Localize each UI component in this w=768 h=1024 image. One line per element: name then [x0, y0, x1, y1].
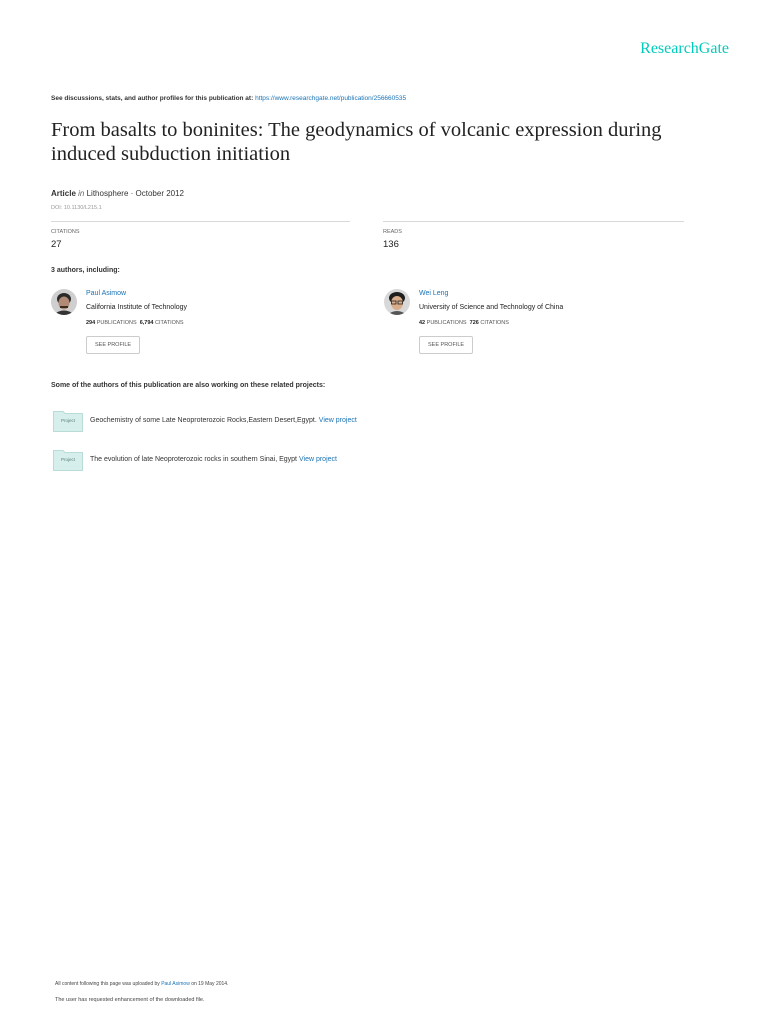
see-profile-button[interactable]: SEE PROFILE	[86, 336, 140, 354]
authors-heading: 3 authors, including:	[51, 267, 120, 274]
upload-date: on 19 May 2014.	[191, 981, 229, 987]
author-institution: California Institute of Technology	[86, 304, 188, 311]
project-folder-icon	[53, 410, 83, 432]
project-item	[90, 456, 337, 463]
in-word: in	[78, 189, 85, 198]
project-badge: Project	[60, 418, 75, 423]
reads-divider	[383, 221, 684, 222]
researchgate-logo[interactable]: ResearchGate	[640, 40, 729, 57]
citations-label: CITATIONS	[480, 320, 509, 326]
upload-note	[55, 981, 228, 987]
publications-label: PUBLICATIONS	[96, 320, 137, 326]
publication-count: 42	[419, 320, 426, 326]
journal-name[interactable]: Lithosphere	[86, 189, 129, 198]
paper-title: From basalts to boninites: The geodynamics of volcanic expression during induced subduction initiation	[51, 119, 662, 165]
publication-url-link[interactable]: https://www.researchgate.net/publication/256660535	[255, 95, 407, 102]
upload-prefix: All content following this page was uploaded by	[55, 981, 160, 987]
author-name-link[interactable]: Paul Asimow	[86, 290, 127, 297]
citations-label: CITATIONS	[155, 320, 184, 326]
reads-label: READS	[383, 229, 402, 235]
doi: DOI: 10.1130/L215.1	[51, 205, 102, 211]
see-profile-button[interactable]: SEE PROFILE	[419, 336, 473, 354]
article-meta	[51, 189, 184, 198]
citations-label: CITATIONS	[51, 229, 80, 235]
citation-count: 726	[469, 320, 479, 326]
author-photo-icon	[51, 289, 77, 315]
citation-count: 6,794	[139, 320, 154, 326]
author-institution: University of Science and Technology of China	[419, 304, 564, 311]
publication-date: October 2012	[135, 189, 185, 198]
project-item	[90, 417, 357, 424]
uploader-link[interactable]: Paul Asimow	[161, 981, 190, 987]
avatar[interactable]	[384, 289, 410, 315]
author-stats	[86, 320, 184, 326]
project-folder-icon	[53, 449, 83, 471]
project-badge: Project	[60, 457, 75, 462]
author-stats	[419, 320, 509, 326]
avatar[interactable]	[51, 289, 77, 315]
citations-value: 27	[51, 239, 62, 250]
project-title: The evolution of late Neoproterozoic rocks in southern Sinai, Egypt	[90, 456, 298, 463]
project-title: Geochemistry of some Late Neoproterozoic Rocks,Eastern Desert,Egypt.	[90, 417, 317, 424]
disclaimer-line	[51, 95, 406, 102]
enhancement-note: The user has requested enhancement of the downloaded file.	[55, 997, 205, 1003]
related-projects-heading: Some of the authors of this publication are also working on these related projects:	[51, 382, 326, 389]
view-project-link[interactable]: View project	[298, 456, 337, 463]
article-type: Article	[51, 189, 76, 198]
citations-divider	[51, 221, 350, 222]
reads-value: 136	[383, 239, 399, 250]
author-photo-icon	[384, 289, 410, 315]
author-name-link[interactable]: Wei Leng	[419, 290, 449, 297]
publication-count: 294	[86, 320, 96, 326]
disclaimer-text: See discussions, stats, and author profiles for this publication at:	[51, 95, 254, 102]
date-separator: ·	[128, 189, 136, 198]
publications-label: PUBLICATIONS	[426, 320, 467, 326]
view-project-link[interactable]: View project	[318, 417, 357, 424]
